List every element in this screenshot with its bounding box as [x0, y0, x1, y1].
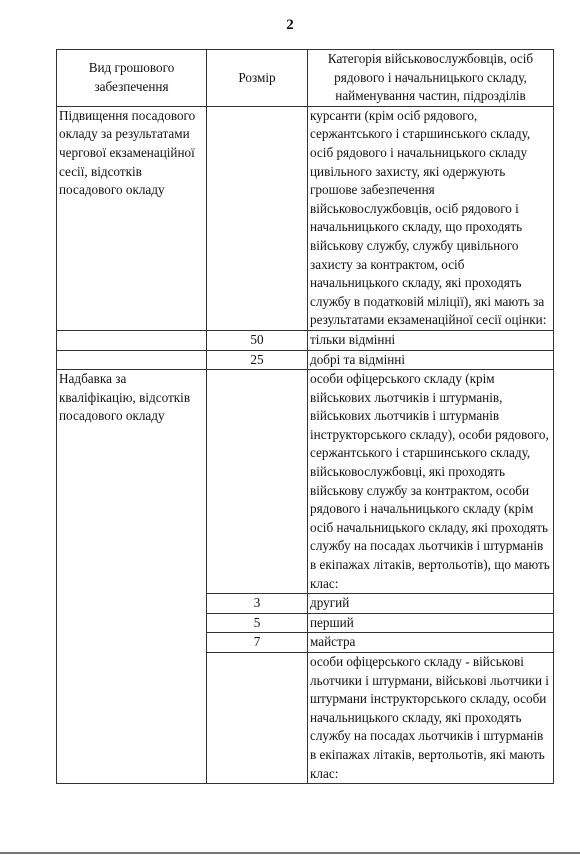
size-cell: 5: [207, 613, 308, 633]
size-cell: [207, 370, 308, 594]
size-cell: 25: [207, 350, 308, 370]
table-row: [57, 106, 554, 330]
table-header-row: [57, 50, 554, 107]
allowance-table: [56, 49, 554, 784]
allowance-type-cell: Надбавка за кваліфікацію, відсотків посадового окладу: [57, 370, 207, 784]
size-cell: [207, 653, 308, 784]
header-size: Розмір: [207, 50, 308, 107]
table-row: [57, 330, 554, 350]
category-cell: другий: [308, 594, 554, 614]
size-cell: 50: [207, 330, 308, 350]
size-cell: 3: [207, 594, 308, 614]
category-cell: добрі та відмінні: [308, 350, 554, 370]
category-cell: особи офіцерського складу - військові льотчики і штурмани, військові льотчики і штурмани інструкторського складу, особи начальницького складу, які проходять службу на посадах льотчиків і штурманів в екіпажах літаків, вертольотів, які мають клас:: [308, 653, 554, 784]
category-cell: перший: [308, 613, 554, 633]
allowance-type-cell: [57, 330, 207, 350]
header-category: Категорія військовослужбовців, осіб рядового і начальницького складу, найменування частин, підрозділів: [308, 50, 554, 107]
table-row: [57, 350, 554, 370]
allowance-type-cell: [57, 350, 207, 370]
allowance-type-cell: Підвищення посадового окладу за результатами чергової екзаменаційної сесії, відсотків посадового окладу: [57, 106, 207, 330]
page-number: 2: [286, 17, 294, 33]
table-row: [57, 370, 554, 594]
category-cell: курсанти (крім осіб рядового, сержантського і старшинського складу, осіб рядового і начальницького складу цивільного захисту, які одержують грошове забезпечення військовослужбовців, осіб рядового і начальницького складу, що проходять військову службу, службу цивільного захисту за контрактом, осіб начальницького складу, які проходять службу в податковій міліції), які мають за результатами екзаменаційної сесії оцінки:: [308, 106, 554, 330]
category-cell: особи офіцерського складу (крім військових льотчиків і штурманів, військових льотчиків і штурманів інструкторського складу), особи рядового, сержантського і старшинського складу, військовослужбовці, які проходять військову службу за контрактом, особи рядового і начальницького складу (крім осіб начальницького складу, які проходять службу на посадах льотчиків і штурманів в екіпажах літаків, вертольотів), що мають клас:: [308, 370, 554, 594]
category-cell: майстра: [308, 633, 554, 653]
category-cell: тільки відмінні: [308, 330, 554, 350]
size-cell: [207, 106, 308, 330]
size-cell: 7: [207, 633, 308, 653]
header-allowance-type: Вид грошового забезпечення: [57, 50, 207, 107]
page-bottom-rule: [0, 852, 580, 854]
